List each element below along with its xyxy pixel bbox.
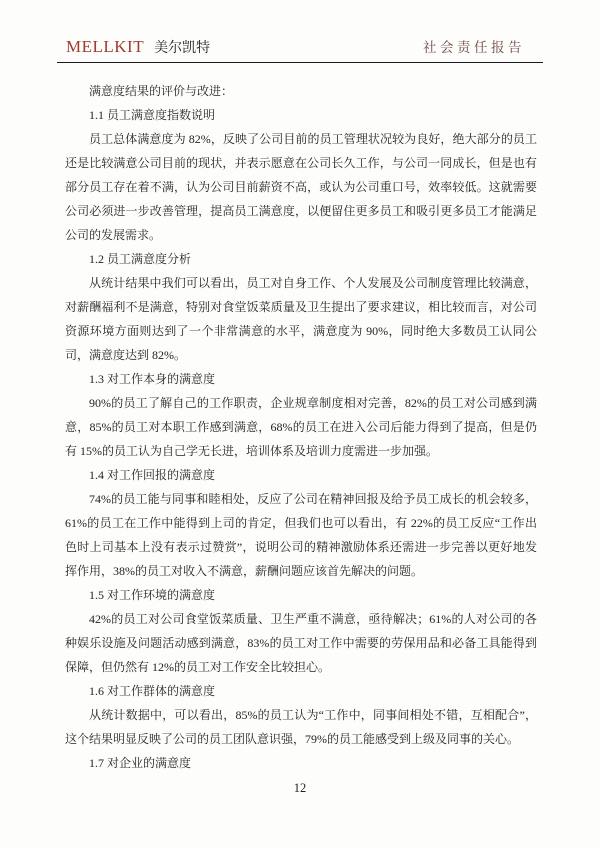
paragraph-heading: 1.2 员工满意度分析 — [89, 252, 192, 266]
report-title: 社会责任报告 — [423, 40, 525, 55]
company-logo — [66, 37, 210, 57]
paragraph-heading: 1.3 对工作本身的满意度 — [89, 372, 216, 386]
paragraph-heading: 1.7 对企业的满意度 — [89, 756, 192, 770]
paragraph-heading: 1.6 对工作群体的满意度 — [89, 684, 216, 698]
paragraph-body: 从统计数据中，可以看出，85%的员工认为“工作中，同事间相处不错，互相配合”，这个结果明显反映了公司的员工团队意识强，79%的员工能感受到上级及同事的关心。 — [65, 708, 537, 746]
paragraph-body: 90%的员工了解自己的工作职责，企业规章制度相对完善，82%的员工对公司感到满意，85%的员工对本职工作感到满意，68%的员工在进入公司后能力得到了提高，但是仍有 15%的员工认为自己学无长进，培训体系及培训力度需进一步加强。 — [65, 396, 537, 458]
paragraph-body: 从统计结果中我们可以看出，员工对自身工作、个人发展及公司制度管理比较满意，对薪酬福利不是满意，特别对食堂饭菜质量及卫生提出了要求建议，相比较而言，对公司资源环境方面则达到了一个非常满意的水平，满意度为 90%，同时绝大多数员工认同公司，满意度达到 82%。 — [65, 276, 537, 362]
paragraph-heading: 满意度结果的评价与改进： — [89, 84, 234, 98]
logo-mellkit-text: MELLKIT — [66, 37, 145, 56]
paragraph-body: 员工总体满意度为 82%，反映了公司目前的员工管理状况较为良好，绝大部分的员工还是比较满意公司目前的现状，并表示愿意在公司长久工作，与公司一同成长，但是也有部分员工存在着不满，认为公司目前薪资不高，或认为公司重口号，效率较低。这就需要公司必须进一步改善管理，提高员工满意度，以便留住更多员工和吸引更多员工才能满足公司的发展需求。 — [65, 132, 537, 242]
page-number: 12 — [293, 781, 307, 795]
paragraph-heading: 1.1 员工满意度指数说明 — [89, 108, 216, 122]
page-footer — [0, 781, 600, 796]
paragraph-body: 74%的员工能与同事和睦相处，反应了公司在精神回报及给予员工成长的机会较多，61%的员工在工作中能得到上司的肯定，但我们也可以看出，有 22%的员工反应“工作出色时上司基本上没有表示过赞赏”，说明公司的精神激励体系还需进一步完善以更好地发挥作用，38%的员工对收入不满意，薪酬问题应该首先解决的问题。 — [65, 492, 537, 578]
logo-chinese-name: 美尔凯特 — [154, 41, 211, 56]
paragraph-body: 42%的员工对公司食堂饭菜质量、卫生严重不满意，亟待解决；61%的人对公司的各种娱乐设施及问题活动感到满意，83%的员工对工作中需要的劳保用品和必备工具能得到保障，但仍然有 12%的员工对工作安全比较担心。 — [65, 612, 537, 674]
paragraph-heading: 1.5 对工作环境的满意度 — [89, 588, 216, 602]
document-body — [65, 79, 537, 775]
page-header — [0, 0, 600, 63]
header-rule — [57, 62, 543, 63]
paragraph-heading: 1.4 对工作回报的满意度 — [89, 468, 216, 482]
header-row — [57, 36, 543, 57]
